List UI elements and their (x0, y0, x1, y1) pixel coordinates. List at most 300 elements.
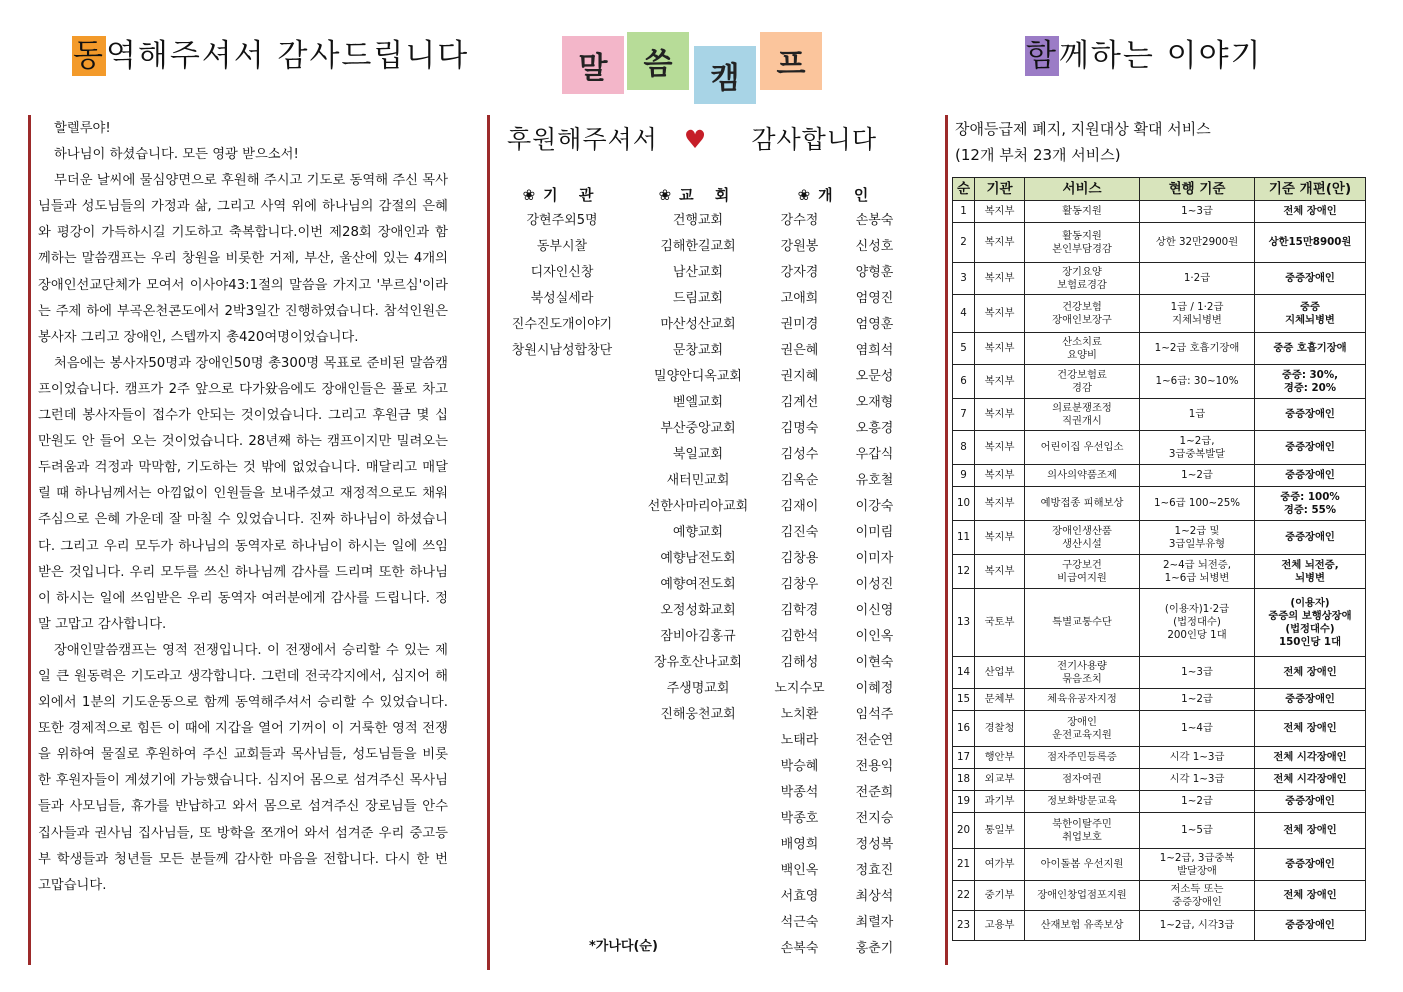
service-cell (1025, 487, 1140, 521)
current-criteria-cell (1140, 465, 1255, 487)
person-name: 김해성 (780, 655, 819, 670)
cell-line: 3급일부유형 (1168, 537, 1226, 550)
revised-criteria-cell (1255, 657, 1366, 689)
organization-name: 북성실세라 (530, 291, 594, 306)
service-cell (1025, 589, 1140, 657)
person-name: 강수정 (780, 213, 819, 228)
cell-line: 1~6급 100~25% (1153, 497, 1241, 509)
person-row (762, 442, 912, 468)
person-name: 이성진 (855, 577, 894, 592)
person-name: 노치환 (780, 707, 819, 722)
person-row (762, 676, 912, 702)
cell-line: (이용자)1·2급 (1164, 603, 1230, 615)
table-header-row (953, 178, 1366, 201)
cell-line: 활동지원 (1062, 229, 1102, 242)
person-name: 배영희 (780, 837, 819, 852)
person-name: 최렬자 (855, 915, 894, 930)
organization-name: 디자인신창 (530, 265, 594, 280)
cell-line: 의료분쟁조정 (1052, 401, 1112, 414)
cell-line: 복지부 (984, 408, 1015, 420)
row-number (953, 223, 975, 263)
person-name: 이인옥 (855, 629, 894, 644)
current-criteria-cell (1140, 689, 1255, 711)
person-row (762, 468, 912, 494)
cell-line: 장기요양 (1062, 265, 1102, 278)
agency-cell (975, 487, 1025, 521)
person-name: 서효영 (780, 889, 819, 904)
church-list (633, 182, 763, 728)
cell-line: 활동지원 (1062, 205, 1102, 217)
right-column (940, 0, 1403, 992)
row-number (953, 201, 975, 223)
right-divider-bar (945, 115, 948, 965)
table-row (953, 365, 1366, 399)
person-name: 이미림 (855, 525, 894, 540)
cell-line: 1~2급 호흡기장애 (1154, 342, 1240, 354)
cell-line: 13 (956, 616, 971, 628)
row-number (953, 849, 975, 881)
person-name: 양형훈 (855, 265, 894, 280)
cell-line: 1급 / 1·2급 (1170, 300, 1224, 313)
revised-criteria-cell (1255, 911, 1366, 941)
table-row (953, 521, 1366, 555)
cell-line: 1~2급, 시각3급 (1159, 919, 1235, 931)
person-row (762, 260, 912, 286)
cell-line: 전체 뇌전증, (1281, 558, 1339, 571)
cell-line: 전체 장애인 (1283, 205, 1337, 217)
person-name: 정성복 (855, 837, 894, 852)
service-cell (1025, 431, 1140, 465)
table-row (953, 223, 1366, 263)
cell-line: 22 (956, 889, 971, 901)
service-cell (1025, 791, 1140, 813)
cell-line: 200인당 1대 (1167, 629, 1227, 641)
cell-line: 상한15만8900원 (1268, 236, 1352, 248)
person-row (762, 520, 912, 546)
left-heading-initial: 동 (73, 38, 105, 74)
cell-line: 시각 1~3급 (1169, 773, 1225, 785)
person-name: 강원봉 (780, 239, 819, 254)
cell-line: 경찰청 (984, 722, 1015, 734)
cell-line: 복지부 (984, 236, 1015, 248)
agency-cell (975, 747, 1025, 769)
cell-line: 중증: 30%, (1281, 368, 1339, 381)
church-name: 예향여전도회 (660, 577, 736, 592)
cell-line: 과기부 (984, 795, 1015, 807)
cell-line: 복지부 (984, 272, 1015, 284)
cell-line: 1~2급, 3급중복 (1159, 851, 1235, 864)
cell-line: 2 (960, 236, 967, 248)
cell-line: 요양비 (1067, 348, 1097, 361)
left-divider-bar (28, 115, 31, 965)
person-row (762, 806, 912, 832)
cell-line: 중증: 100% (1280, 490, 1340, 503)
agency-cell (975, 555, 1025, 589)
service-cell (1025, 769, 1140, 791)
cell-line: 16 (956, 722, 971, 734)
cell-line: 중증의 보행상장애 (1268, 609, 1352, 622)
cell-line: 전기사용량 (1057, 659, 1107, 672)
table-row (953, 399, 1366, 431)
cell-line: 중증장애인 (1285, 795, 1335, 807)
agency-cell (975, 711, 1025, 747)
revised-criteria-cell (1255, 881, 1366, 911)
current-criteria-cell (1140, 747, 1255, 769)
person-name: 엄영진 (855, 291, 894, 306)
cell-line: (이용자) (1290, 596, 1330, 609)
cell-line: 복지부 (984, 205, 1015, 217)
agency-cell (975, 399, 1025, 431)
cell-line: 19 (956, 795, 971, 807)
person-name: 이혜정 (855, 681, 894, 696)
person-name: 김창용 (780, 551, 819, 566)
agency-cell (975, 333, 1025, 365)
cell-line: 9 (960, 469, 967, 481)
church-name: 남산교회 (672, 265, 724, 280)
row-number (953, 881, 975, 911)
service-cell (1025, 521, 1140, 555)
revised-criteria-cell (1255, 769, 1366, 791)
cell-line: 발달장애 (1177, 864, 1217, 877)
person-name: 김명숙 (780, 421, 819, 436)
revised-criteria-cell (1255, 263, 1366, 295)
church-name: 북일교회 (672, 447, 724, 462)
revised-criteria-cell (1255, 589, 1366, 657)
person-row (762, 858, 912, 884)
cell-line: 2~4급 뇌전증, (1162, 558, 1232, 571)
column-header: 현행 기준 (1140, 178, 1255, 201)
revised-criteria-cell (1255, 849, 1366, 881)
cell-line: 본인부담경감 (1052, 242, 1112, 255)
cell-line: 1 (960, 205, 967, 217)
person-row (762, 754, 912, 780)
table-row (953, 911, 1366, 941)
person-name: 백인옥 (780, 863, 819, 878)
cell-line: 1~5급 (1181, 824, 1213, 836)
agency-cell (975, 881, 1025, 911)
agency-cell (975, 589, 1025, 657)
cell-line: 전체 시각장애인 (1273, 773, 1347, 785)
cell-line: 복지부 (984, 469, 1015, 481)
person-row (762, 390, 912, 416)
person-name: 최상석 (855, 889, 894, 904)
person-row (762, 364, 912, 390)
person-row (762, 884, 912, 910)
person-name: 전지승 (855, 811, 894, 826)
current-criteria-cell (1140, 399, 1255, 431)
revised-criteria-cell (1255, 223, 1366, 263)
table-row (953, 333, 1366, 365)
cell-line: 1급 (1188, 408, 1206, 420)
cell-line: 의사의약품조제 (1047, 469, 1117, 481)
church-name: 새터민교회 (666, 473, 730, 488)
row-number (953, 365, 975, 399)
service-cell (1025, 295, 1140, 333)
row-number (953, 263, 975, 295)
person-name: 이강숙 (855, 499, 894, 514)
cell-line: 생산시설 (1062, 537, 1102, 550)
current-criteria-cell (1140, 223, 1255, 263)
person-name: 김성수 (780, 447, 819, 462)
row-number (953, 487, 975, 521)
cell-line: 상한 32만2900원 (1155, 236, 1239, 248)
agency-cell (975, 791, 1025, 813)
cell-line: 10 (956, 497, 971, 509)
current-criteria-cell (1140, 589, 1255, 657)
cell-line: 지체뇌병변 (1172, 313, 1222, 326)
order-note: *가나다(순) (589, 939, 658, 954)
cell-line: 1~2급 및 (1174, 524, 1220, 537)
service-cell (1025, 657, 1140, 689)
service-cell (1025, 555, 1140, 589)
table-row (953, 295, 1366, 333)
agency-cell (975, 689, 1025, 711)
person-name: 권지혜 (780, 369, 819, 384)
cell-line: 문체부 (984, 693, 1015, 705)
cell-line: 시각 1~3급 (1169, 751, 1225, 763)
church-name: 부산중앙교회 (660, 421, 736, 436)
cell-line: 전체 장애인 (1283, 722, 1337, 734)
table-row (953, 747, 1366, 769)
cell-line: 어린이집 우선입소 (1040, 441, 1124, 453)
person-name: 김한석 (780, 629, 819, 644)
cell-line: 점자주민등록증 (1047, 751, 1117, 763)
person-row (762, 312, 912, 338)
person-row (762, 650, 912, 676)
revised-criteria-cell (1255, 365, 1366, 399)
title-tile: 프 (760, 32, 822, 90)
cell-line: 전체 장애인 (1283, 889, 1337, 901)
person-name: 유호철 (855, 473, 894, 488)
row-number (953, 431, 975, 465)
service-cell (1025, 465, 1140, 487)
cell-line: 1~6급 뇌병변 (1164, 571, 1230, 584)
person-name: 김계선 (780, 395, 819, 410)
cell-line: 보험료경감 (1057, 278, 1107, 291)
cell-line: 체육유공자지정 (1047, 693, 1117, 705)
column-header: 기준 개편(안) (1255, 178, 1366, 201)
organization-name: 강현주외5명 (526, 213, 598, 228)
heart-icon: ♥ (683, 125, 708, 154)
current-criteria-cell (1140, 769, 1255, 791)
cell-line: 정보화방문교육 (1047, 795, 1117, 807)
table-row (953, 263, 1366, 295)
agency-cell (975, 849, 1025, 881)
cell-line: 경증: 55% (1283, 503, 1337, 516)
revised-criteria-cell (1255, 689, 1366, 711)
current-criteria-cell (1140, 791, 1255, 813)
church-name: 장유호산나교회 (654, 655, 742, 670)
row-number (953, 521, 975, 555)
cell-line: 산업부 (984, 666, 1015, 678)
letter-paragraph: 장애인말씀캠프는 영적 전쟁입니다. 이 전쟁에서 승리할 수 있는 제일 큰 원동력은 기도라고 생각합니다. 그런데 전국각지에서, 심지어 해외에서 1분의 기도운동으로 함께 동역해주셔서 승리할 수 있었습니다. 또한 경제적으로 힘든 이 때에 지갑을 열어 기꺼이 이 거룩한 영적 전쟁을 위하여 물질로 후원하여 주신 교회들과 목사님들, 성도님들을 비롯한 후원자들이 계셨기에 가능했습니다. 심지어 몸으로 섬겨주신 목사님들과 사모님들, 휴가를 반납하고 와서 몸으로 섬겨주신 장로님들 안수집사들과 권사님 집사님들, 또 방학을 쪼개어 와서 섬겨준 우리 중고등부 학생들과 청년들 모든 분들께 감사한 마음을 전합니다. 다시 한 번 고맙습니다. (38, 642, 448, 893)
cell-line: 중증장애인 (1172, 895, 1222, 908)
person-row (762, 416, 912, 442)
person-name: 김학경 (780, 603, 819, 618)
cell-line: 3 (960, 272, 967, 284)
person-name: 김창우 (780, 577, 819, 592)
cell-line: 12 (956, 565, 971, 577)
person-name: 박종호 (780, 811, 819, 826)
revised-criteria-cell (1255, 333, 1366, 365)
service-cell (1025, 881, 1140, 911)
title-tile: 말 (562, 36, 624, 94)
cell-line: 중증 호흡기장애 (1273, 342, 1347, 354)
person-list (762, 182, 912, 962)
cell-line: 18 (956, 773, 971, 785)
row-number (953, 465, 975, 487)
revised-criteria-cell (1255, 201, 1366, 223)
agency-cell (975, 223, 1025, 263)
cell-line: 중증장애인 (1285, 919, 1335, 931)
row-number (953, 589, 975, 657)
table-row (953, 813, 1366, 849)
cell-line: 1~3급 (1181, 666, 1213, 678)
cell-line: (법정대수) (1285, 622, 1335, 635)
person-row (762, 234, 912, 260)
person-row (762, 728, 912, 754)
cell-line: 복지부 (984, 307, 1015, 319)
row-number (953, 399, 975, 431)
cell-line: 복지부 (984, 565, 1015, 577)
cell-line: 건강보험료 (1057, 368, 1107, 381)
agency-cell (975, 263, 1025, 295)
cell-line: 7 (960, 408, 967, 420)
cell-line: 중기부 (984, 889, 1015, 901)
agency-cell (975, 813, 1025, 849)
cell-line: 북한이탈주민 (1052, 817, 1112, 830)
revised-criteria-cell (1255, 465, 1366, 487)
table-row (953, 791, 1366, 813)
agency-cell (975, 911, 1025, 941)
cell-line: 20 (956, 824, 971, 836)
agency-cell (975, 465, 1025, 487)
revised-criteria-cell (1255, 295, 1366, 333)
agency-cell (975, 431, 1025, 465)
cell-line: 11 (956, 531, 971, 543)
church-name: 오정성화교회 (660, 603, 736, 618)
revised-criteria-cell (1255, 555, 1366, 589)
cell-line: 중증장애인 (1285, 272, 1335, 284)
person-name: 노태라 (780, 733, 819, 748)
left-heading (72, 30, 469, 75)
row-number (953, 689, 975, 711)
agency-cell (975, 365, 1025, 399)
title-tile: 캠 (694, 46, 756, 104)
current-criteria-cell (1140, 295, 1255, 333)
current-criteria-cell (1140, 911, 1255, 941)
row-number (953, 747, 975, 769)
cell-line: 전체 장애인 (1283, 824, 1337, 836)
row-number (953, 791, 975, 813)
title-tile: 씀 (627, 32, 689, 90)
agency-cell (975, 769, 1025, 791)
cell-line: 전체 장애인 (1283, 666, 1337, 678)
middle-divider-bar (487, 115, 490, 970)
person-row (762, 494, 912, 520)
cell-line: 저소득 또는 (1170, 882, 1224, 895)
cell-line: 장애인보장구 (1052, 313, 1112, 326)
cell-line: 중증장애인 (1285, 693, 1335, 705)
person-name: 이신영 (855, 603, 894, 618)
cell-line: 23 (956, 919, 971, 931)
person-name: 오문성 (855, 369, 894, 384)
church-name: 건행교회 (672, 213, 724, 228)
person-name: 노지수모 (774, 681, 825, 696)
middle-column (487, 0, 927, 992)
service-cell (1025, 399, 1140, 431)
cell-line: 장애인생산품 (1052, 524, 1112, 537)
cell-line: 8 (960, 441, 967, 453)
row-number (953, 911, 975, 941)
church-name: 예향남전도회 (660, 551, 736, 566)
revised-criteria-cell (1255, 487, 1366, 521)
current-criteria-cell (1140, 711, 1255, 747)
person-name: 우갑식 (855, 447, 894, 462)
cell-line: 묶음조치 (1062, 672, 1102, 685)
cell-line: 중증 (1300, 300, 1320, 313)
cell-line: 복지부 (984, 342, 1015, 354)
row-number (953, 555, 975, 589)
table-row (953, 431, 1366, 465)
cell-line: 구강보건 (1062, 558, 1102, 571)
person-name: 권미경 (780, 317, 819, 332)
cell-line: 뇌병변 (1295, 571, 1325, 584)
cell-line: 복지부 (984, 441, 1015, 453)
current-criteria-cell (1140, 555, 1255, 589)
table-row (953, 849, 1366, 881)
person-name: 엄영훈 (855, 317, 894, 332)
organization-list (497, 182, 627, 364)
cell-line: 1~2급 (1181, 795, 1213, 807)
person-row (762, 780, 912, 806)
church-name: 드림교회 (672, 291, 724, 306)
person-row (762, 832, 912, 858)
organization-name: 창원시남성합창단 (511, 343, 613, 358)
person-name: 신성호 (855, 239, 894, 254)
person-name: 전용익 (855, 759, 894, 774)
cell-line: 1~2급, (1179, 434, 1215, 447)
cell-line: 산소치료 (1062, 335, 1102, 348)
cell-line: 중증장애인 (1285, 408, 1335, 420)
agency-cell (975, 201, 1025, 223)
person-name: 박종석 (780, 785, 819, 800)
person-name: 오재형 (855, 395, 894, 410)
service-title (955, 116, 1211, 168)
cell-line: 특별교통수단 (1052, 616, 1112, 628)
person-row (762, 286, 912, 312)
person-name: 이현숙 (855, 655, 894, 670)
cell-line: 중증장애인 (1285, 441, 1335, 453)
service-cell (1025, 365, 1140, 399)
revised-criteria-cell (1255, 711, 1366, 747)
table-row (953, 555, 1366, 589)
cell-line: 복지부 (984, 375, 1015, 387)
person-row (762, 338, 912, 364)
organization-name: 동부시찰 (536, 239, 588, 254)
table-row (953, 769, 1366, 791)
cell-line: 장애인 (1067, 715, 1097, 728)
current-criteria-cell (1140, 657, 1255, 689)
table-row (953, 487, 1366, 521)
cell-line: 운전교육지원 (1052, 728, 1112, 741)
person-name: 정효진 (855, 863, 894, 878)
person-name: 손봉숙 (855, 213, 894, 228)
cell-line: 경증: 20% (1283, 381, 1337, 394)
church-name: 예향교회 (672, 525, 724, 540)
person-name: 오흥경 (855, 421, 894, 436)
current-criteria-cell (1140, 333, 1255, 365)
